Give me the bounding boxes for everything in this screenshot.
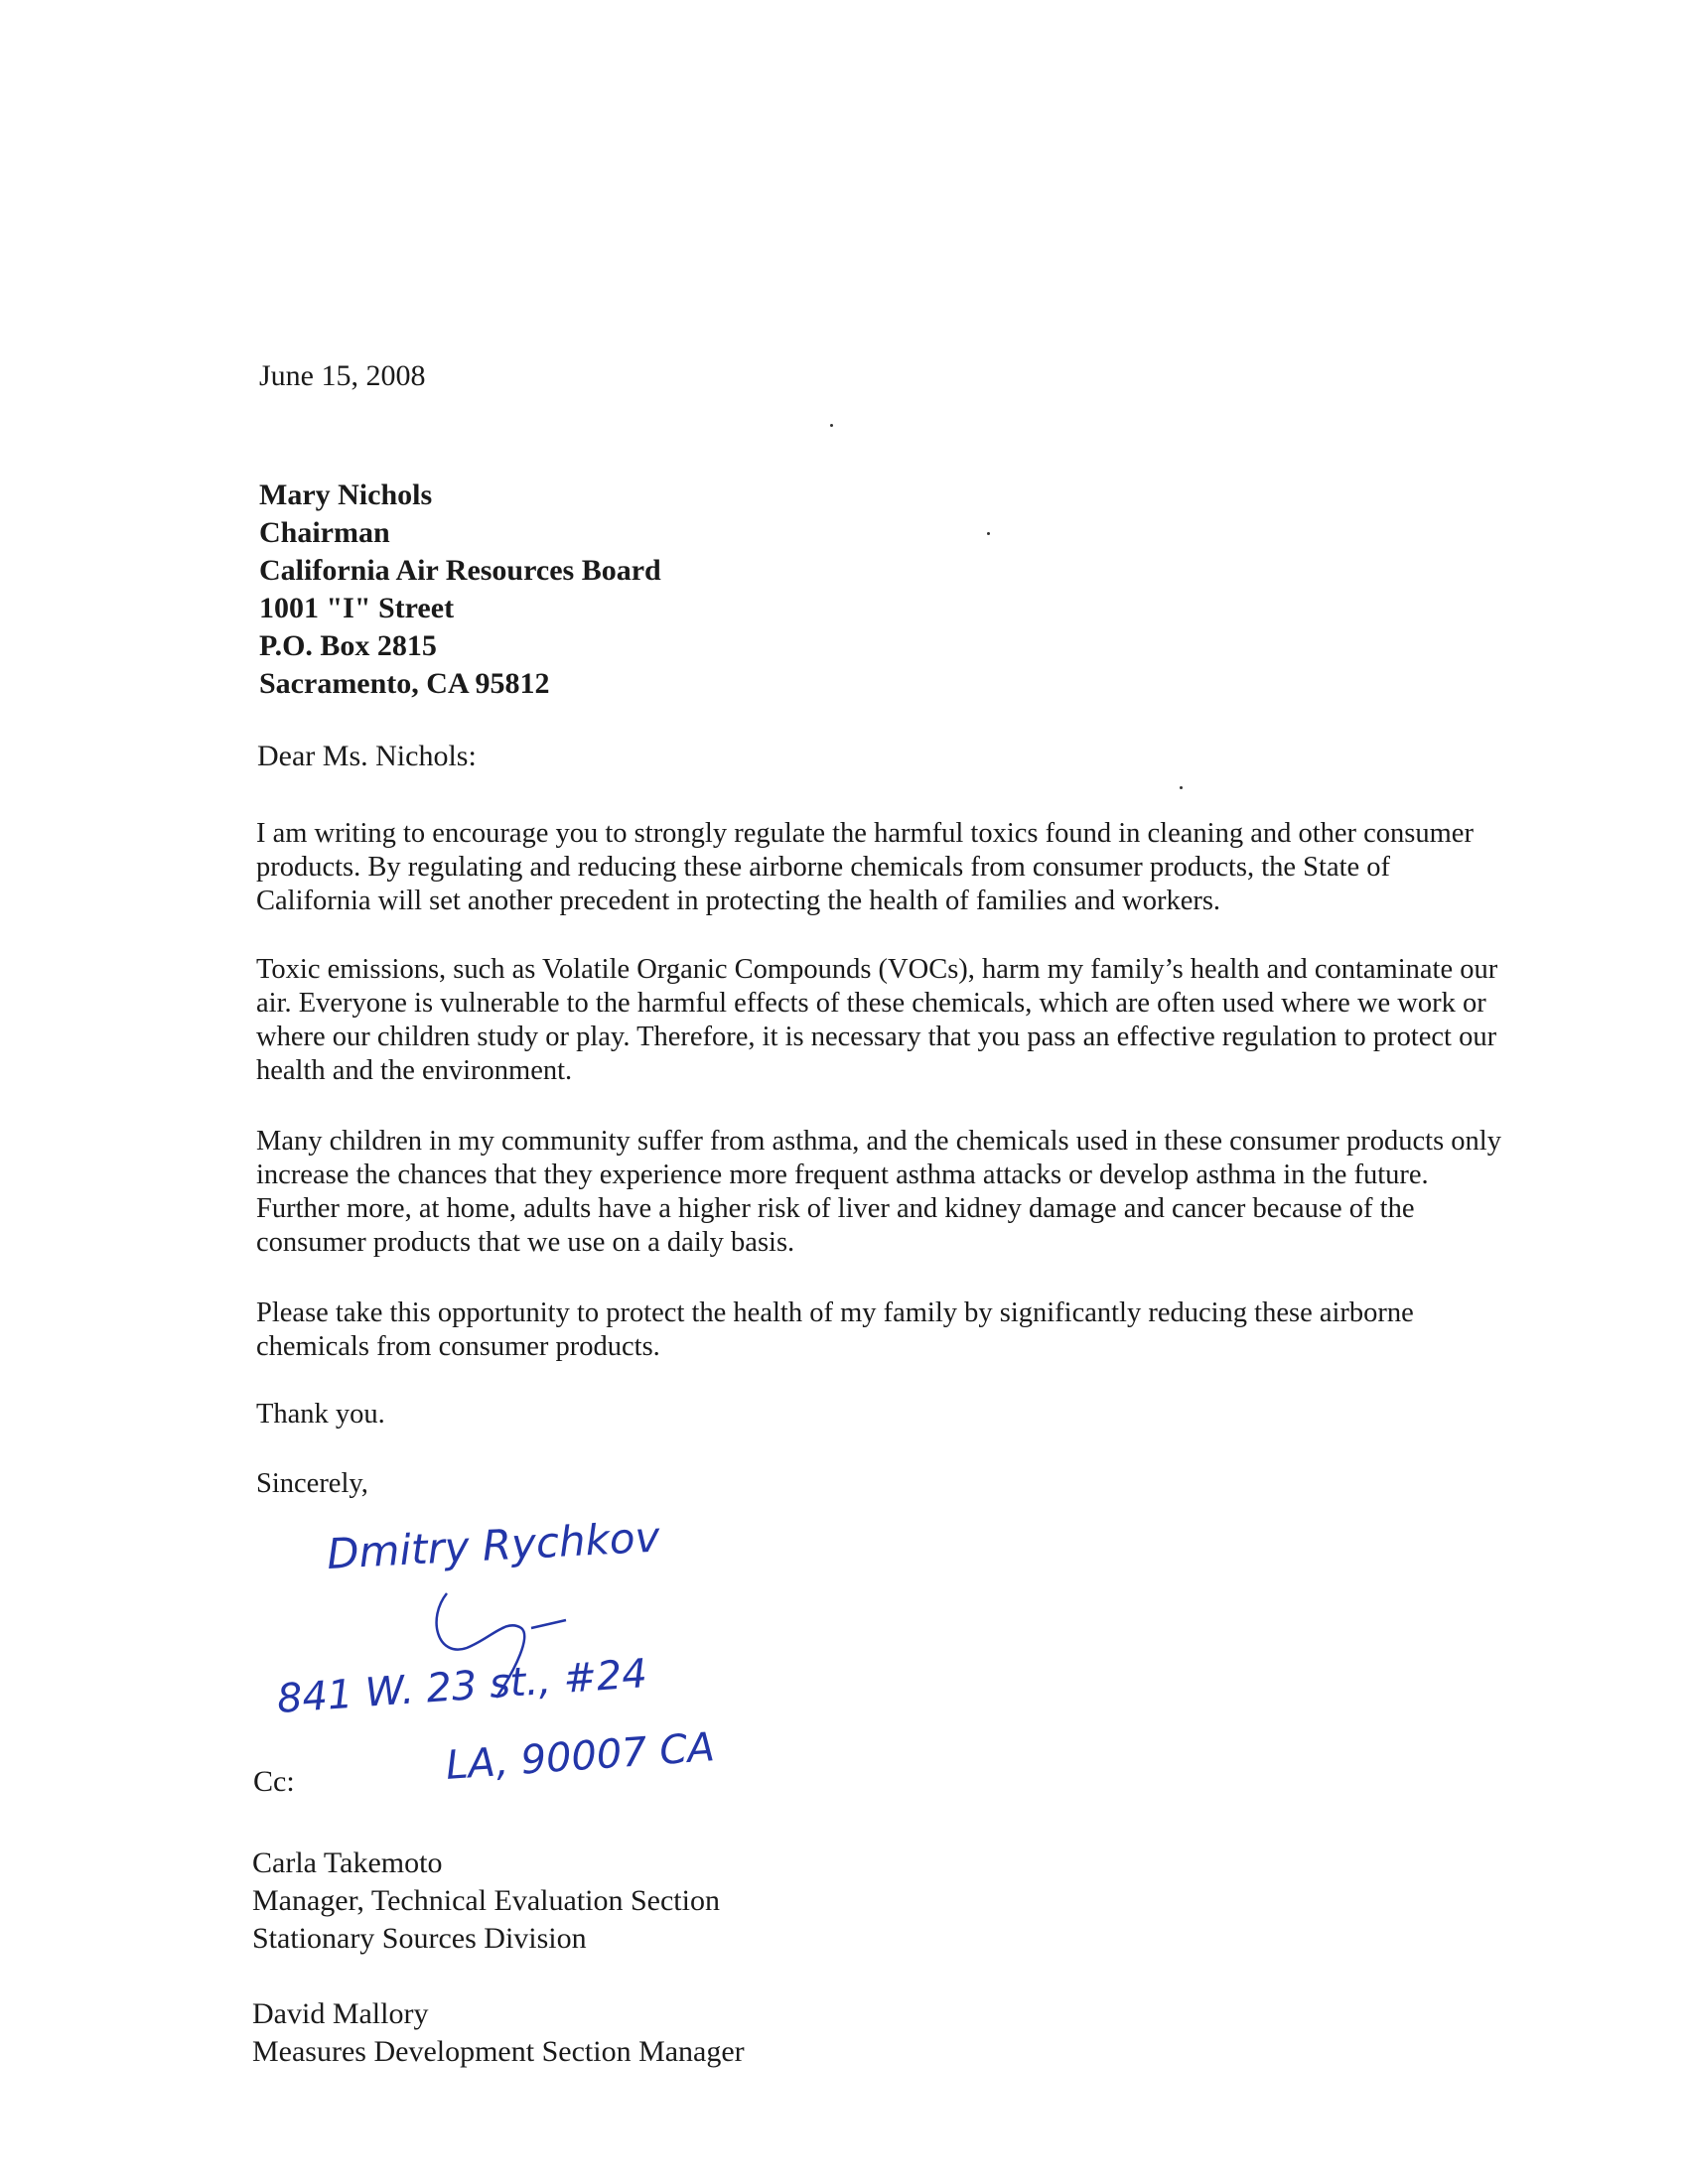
salutation: Dear Ms. Nichols: bbox=[257, 740, 477, 772]
letter-date: June 15, 2008 bbox=[259, 359, 426, 392]
body-paragraph-1: I am writing to encourage you to strongly regulate the harmful toxics found in cleaning and other consumer products. By regulating and reducing these airborne chemicals from consumer products, the State of California will set another precedent in protecting the health of families and workers. bbox=[256, 818, 1474, 916]
signature-name: Dmitry Rychkov bbox=[325, 1512, 661, 1578]
cc-title: Manager, Technical Evaluation Section bbox=[252, 1884, 720, 1917]
recipient-street: 1001 "I" Street bbox=[259, 592, 455, 624]
cc-recipient-2 bbox=[252, 1995, 745, 2071]
scan-speck bbox=[987, 532, 990, 535]
scan-speck bbox=[830, 424, 833, 427]
body-paragraph-4: Please take this opportunity to protect the health of my family by significantly reducing these airborne chemicals from consumer products. bbox=[256, 1297, 1414, 1362]
signature-address-line1: 841 W. 23 st., #24 bbox=[275, 1651, 649, 1722]
recipient-city: Sacramento, CA 95812 bbox=[259, 667, 550, 700]
recipient-title: Chairman bbox=[259, 516, 390, 549]
signature-flourish bbox=[531, 1620, 566, 1628]
cc-name: David Mallory bbox=[252, 1997, 429, 2030]
cc-recipient-1 bbox=[252, 1844, 720, 1958]
scan-speck bbox=[1180, 786, 1183, 789]
thank-you-line: Thank you. bbox=[256, 1399, 385, 1430]
cc-division: Stationary Sources Division bbox=[252, 1922, 587, 1955]
closing: Sincerely, bbox=[256, 1468, 368, 1499]
recipient-name: Mary Nichols bbox=[259, 478, 433, 511]
signature-address-line2: LA, 90007 CA bbox=[444, 1724, 717, 1789]
signature-drawing bbox=[275, 1509, 834, 1807]
cc-title: Measures Development Section Manager bbox=[252, 2035, 745, 2068]
recipient-address-block bbox=[259, 477, 661, 703]
body-paragraph-2: Toxic emissions, such as Volatile Organic Compounds (VOCs), harm my family’s health and contaminate our air. Everyone is vulnerable to the harmful effects of these chemicals, which are often used where we work or where our children study or play. Therefore, it is necessary that you pass an effective regulation to protect our health and the environment. bbox=[256, 954, 1498, 1086]
cc-label: Cc: bbox=[253, 1765, 295, 1798]
body-paragraph-3: Many children in my community suffer from asthma, and the chemicals used in these consumer products only increase the chances that they experience more frequent asthma attacks or develop asthma in the future. Further more, at home, adults have a higher risk of liver and kidney damage and cancer because of the consumer products that we use on a daily basis. bbox=[256, 1126, 1501, 1258]
recipient-po-box: P.O. Box 2815 bbox=[259, 629, 437, 662]
recipient-organization: California Air Resources Board bbox=[259, 554, 661, 587]
cc-name: Carla Takemoto bbox=[252, 1846, 443, 1879]
handwritten-signature bbox=[275, 1509, 834, 1807]
